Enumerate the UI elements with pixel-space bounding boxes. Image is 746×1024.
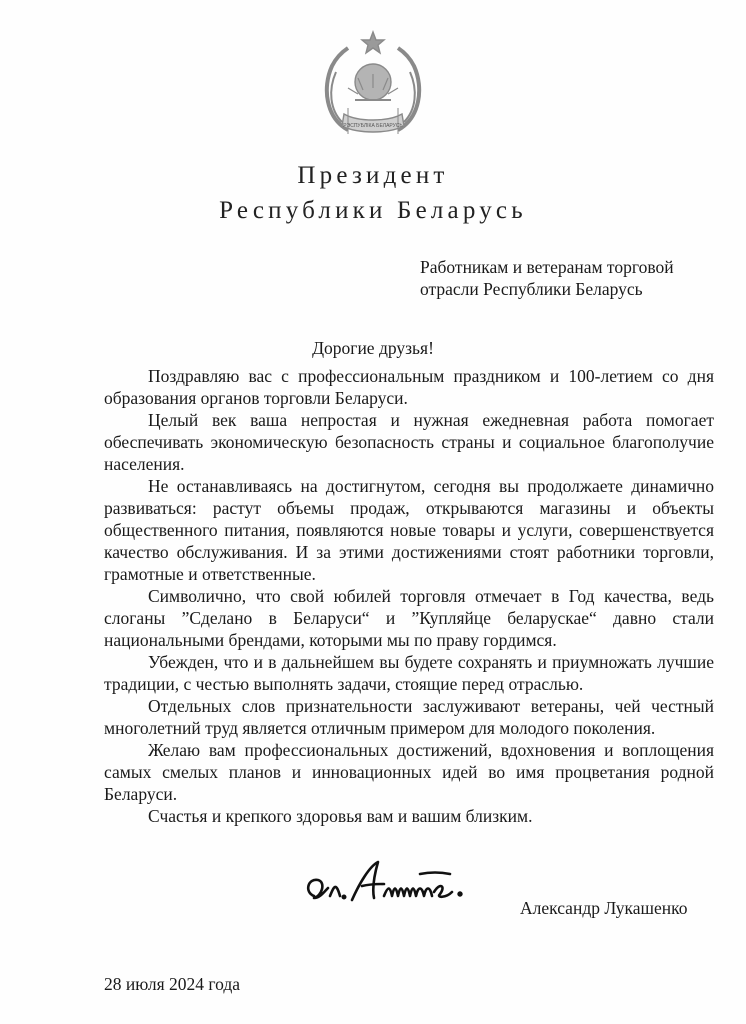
letter-body <box>104 365 714 827</box>
greeting: Дорогие друзья! <box>312 338 434 358</box>
letter-date: 28 июля 2024 года <box>104 974 241 994</box>
addressee-line-1: Работникам и ветеранам торговой <box>420 257 674 277</box>
emblem-text: РЭСПУБЛІКА БЕЛАРУСЬ <box>343 123 403 129</box>
addressee <box>420 256 740 300</box>
paragraph: Символично, что свой юбилей торговля отмечает в Год качества, ведь слоганы ”Сделано в Беларуси“ и ”Купляйце беларускае“ давно стали национальными брендами, которыми мы по праву гордимся. <box>104 586 714 650</box>
paragraph: Желаю вам профессиональных достижений, вдохновения и воплощения самых смелых планов и инновационных идей во имя процветания родной Беларуси. <box>104 740 714 804</box>
handwritten-signature <box>300 852 510 914</box>
state-emblem-icon <box>318 30 428 142</box>
paragraph: Счастья и крепкого здоровья вам и вашим близким. <box>148 806 533 826</box>
paragraph: Целый век ваша непростая и нужная ежедневная работа помогает обеспечивать экономическую безопасность страны и социальное благополучие населения. <box>104 410 714 474</box>
signer-name: Александр Лукашенко <box>520 898 688 918</box>
title-line-1: Президент <box>297 162 449 189</box>
paragraph: Убежден, что и в дальнейшем вы будете сохранять и приумножать лучшие традиции, с честью выполнять задачи, стоящие перед отраслью. <box>104 652 714 694</box>
title-line-2: Республики Беларусь <box>219 197 527 224</box>
paragraph: Поздравляю вас с профессиональным праздником и 100-летием со дня образования органов торговли Беларуси. <box>104 366 714 408</box>
paragraph: Отдельных слов признательности заслуживают ветераны, чей честный многолетний труд является отличным примером для молодого поколения. <box>104 696 714 738</box>
paragraph: Не останавливаясь на достигнутом, сегодня вы продолжаете динамично развиваться: растут объемы продаж, открываются магазины и объекты общественного питания, появляются новые товары и услуги, совершенствуется качество обслуживания. И за этими достижениями стоят работники торговли, грамотные и ответственные. <box>104 476 714 584</box>
addressee-line-2: отрасли Республики Беларусь <box>420 279 643 299</box>
